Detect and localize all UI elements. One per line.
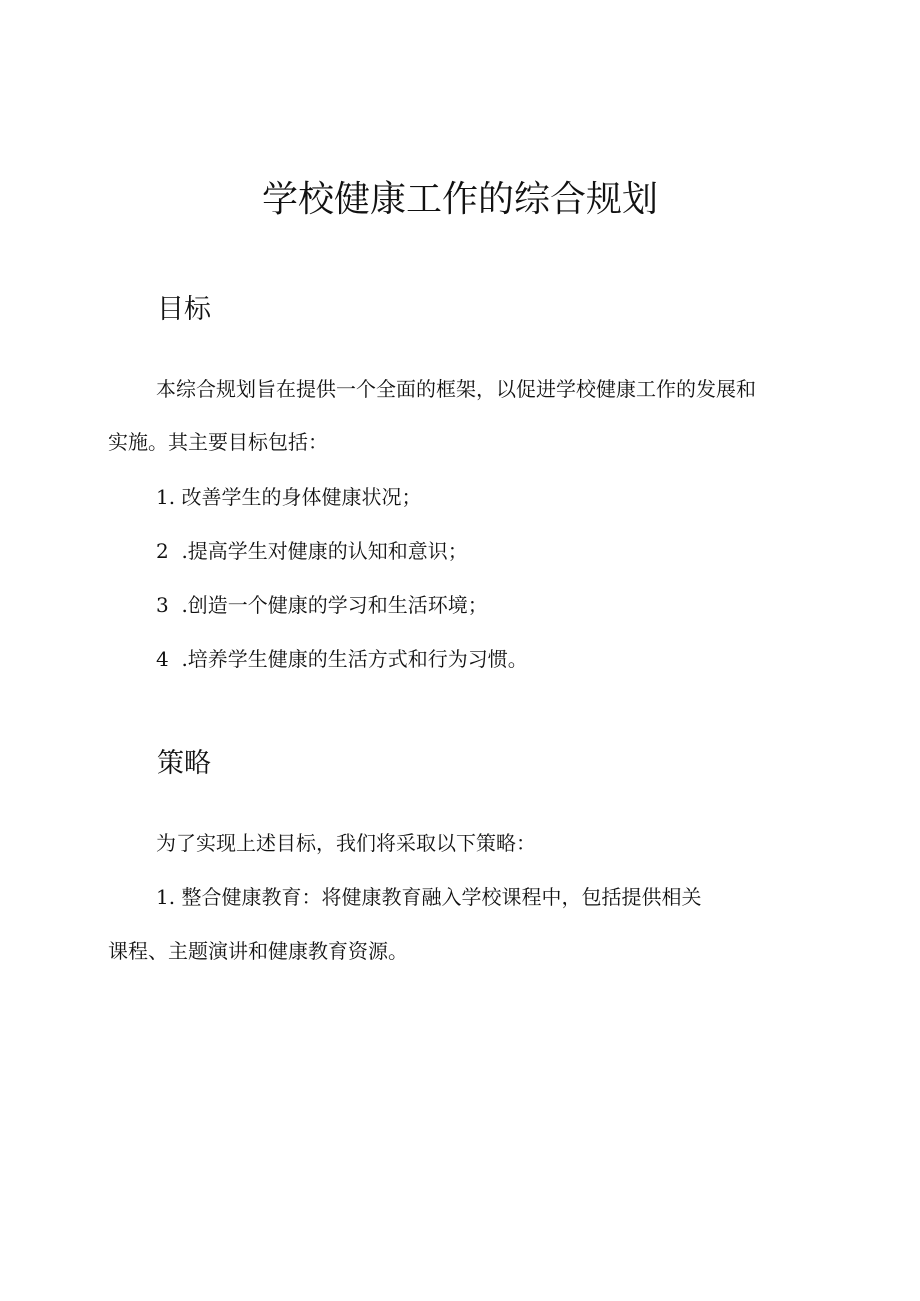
goals-intro-line-2: 实施。其主要目标包括： [108,430,328,454]
section-heading-strategies: 策略 [157,748,211,779]
goal-item-3: 3 .创造一个健康的学习和生活环境； [156,593,488,617]
goal-item-4: 4 .培养学生健康的生活方式和行为习惯。 [156,647,528,671]
document-title: 学校健康工作的综合规划 [261,179,658,220]
goal-item-2: 2 .提高学生对健康的认知和意识； [156,539,468,563]
section-heading-goals: 目标 [157,294,211,325]
strategy-item-1-line-2: 课程、主题演讲和健康教育资源。 [108,939,408,963]
strategies-intro: 为了实现上述目标，我们将采取以下策略： [156,831,536,855]
goal-item-1: 1. 改善学生的身体健康状况； [156,485,422,509]
goals-intro-line-1: 本综合规划旨在提供一个全面的框架，以促进学校健康工作的发展和 [156,377,756,401]
strategy-item-1-line-1: 1. 整合健康教育：将健康教育融入学校课程中，包括提供相关 [156,885,702,909]
